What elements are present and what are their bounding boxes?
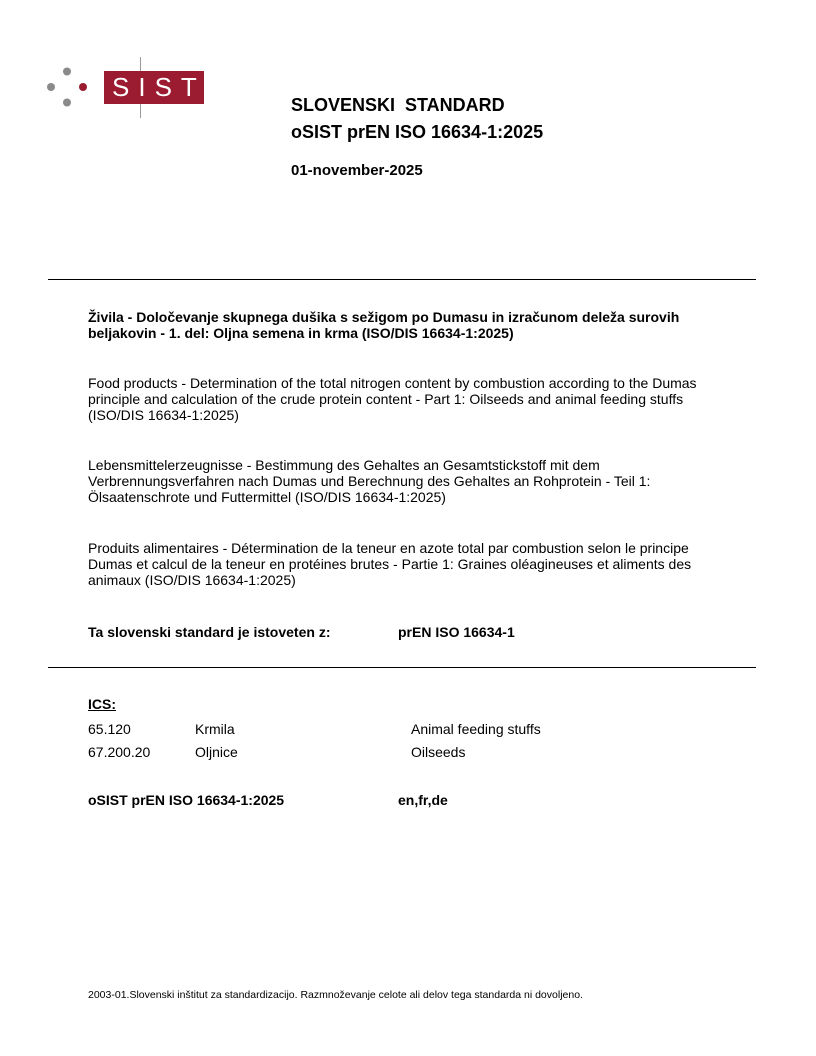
- ics-term-slovenian: Krmila: [195, 721, 235, 737]
- ics-code: 65.120: [88, 721, 131, 737]
- reference-languages: en,fr,de: [398, 792, 448, 808]
- ics-term-english: Animal feeding stuffs: [411, 721, 541, 737]
- standard-heading: SLOVENSKI STANDARD: [291, 95, 505, 115]
- ics-heading: ICS:: [88, 696, 116, 712]
- standard-number: oSIST prEN ISO 16634-1:2025: [291, 122, 544, 142]
- title-french: Produits alimentaires - Détermination de la teneur en azote total par combustion selon le principe Dumas et calcul de la teneur en protéines brutes - Partie 1: Graines oléagineuses et aliments des animaux (ISO/DIS 16634-1:2025): [88, 540, 692, 588]
- logo-dot-gray-bottom: [63, 99, 71, 107]
- sist-logo-dots-icon: [46, 67, 90, 111]
- logo-dot-red-right: [79, 83, 87, 91]
- title-german: Lebensmittelerzeugnisse - Bestimmung des Gehaltes an Gesamtstickstoff mit dem Verbrennungsverfahren nach Dumas und Berechnung des Gehaltes an Rohprotein - Teil 1: Ölsaatenschrote und Futtermittel (ISO/DIS 16634-1:2025): [88, 457, 651, 505]
- identical-label: Ta slovenski standard je istoveten z:: [88, 624, 331, 640]
- divider-bottom: [48, 667, 756, 668]
- logo-dot-gray-top: [63, 68, 71, 76]
- ics-term-slovenian: Oljnice: [195, 744, 238, 760]
- copyright-notice: 2003-01.Slovenski inštitut za standardizacijo. Razmnoževanje celote ali delov tega standarda ni dovoljeno.: [88, 989, 583, 1001]
- title-english: Food products - Determination of the total nitrogen content by combustion according to the Dumas principle and calculation of the crude protein content - Part 1: Oilseeds and animal feeding stuffs (ISO/DIS 16634-1:2025): [88, 375, 697, 423]
- publication-date: 01-november-2025: [291, 162, 423, 179]
- sist-logo: SIST: [104, 71, 204, 104]
- reference-code: oSIST prEN ISO 16634-1:2025: [88, 792, 285, 808]
- ics-code: 67.200.20: [88, 744, 151, 760]
- ics-term-english: Oilseeds: [411, 744, 466, 760]
- title-slovenian: Živila - Določevanje skupnega dušika s sežigom po Dumasu in izračunom deleža surovih beljakovin - 1. del: Oljna semena in krma (ISO/DIS 16634-1:2025): [88, 309, 680, 341]
- logo-dot-gray-left: [47, 83, 55, 91]
- identical-value: prEN ISO 16634-1: [398, 624, 515, 640]
- divider-top: [48, 279, 756, 280]
